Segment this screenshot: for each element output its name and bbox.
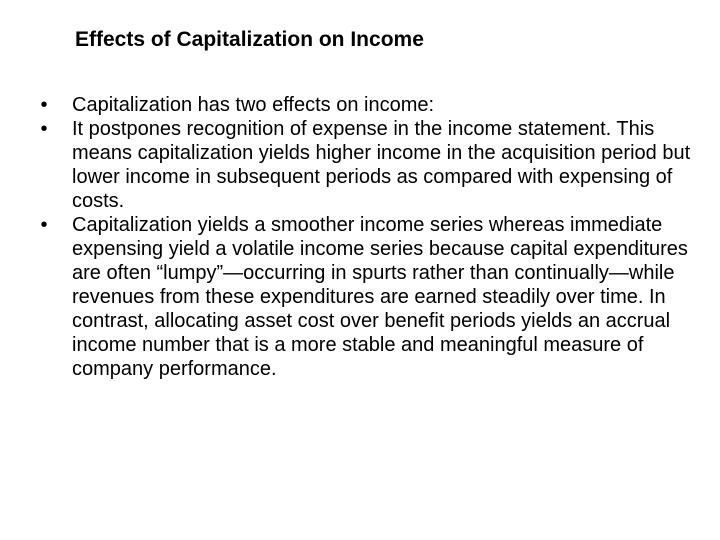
bullet-marker: • (40, 214, 48, 236)
bullet-item (28, 213, 708, 381)
bullet-text: Capitalization has two effects on income: (72, 94, 435, 116)
bullet-marker: • (40, 118, 48, 140)
bullet-list (28, 93, 708, 381)
bullet-text: Capitalization yields a smoother income series whereas immediate expensing yield a volatile income series because capital expenditures are often “lumpy”—occurring in spurts rather than continually—while revenues from these expenditures are earned steadily over time. In contrast, allocating asset cost over benefit periods yields an accrual income number that is a more stable and meaningful measure of company performance. (72, 214, 688, 380)
slide-title: Effects of Capitalization on Income (75, 28, 424, 51)
bullet-text: It postpones recognition of expense in the income statement. This means capitalization yields higher income in the acquisition period but lower income in subsequent periods as compared with expensing of costs. (72, 118, 691, 212)
bullet-marker: • (40, 94, 48, 116)
bullet-item (28, 117, 708, 213)
bullet-item (28, 93, 708, 117)
